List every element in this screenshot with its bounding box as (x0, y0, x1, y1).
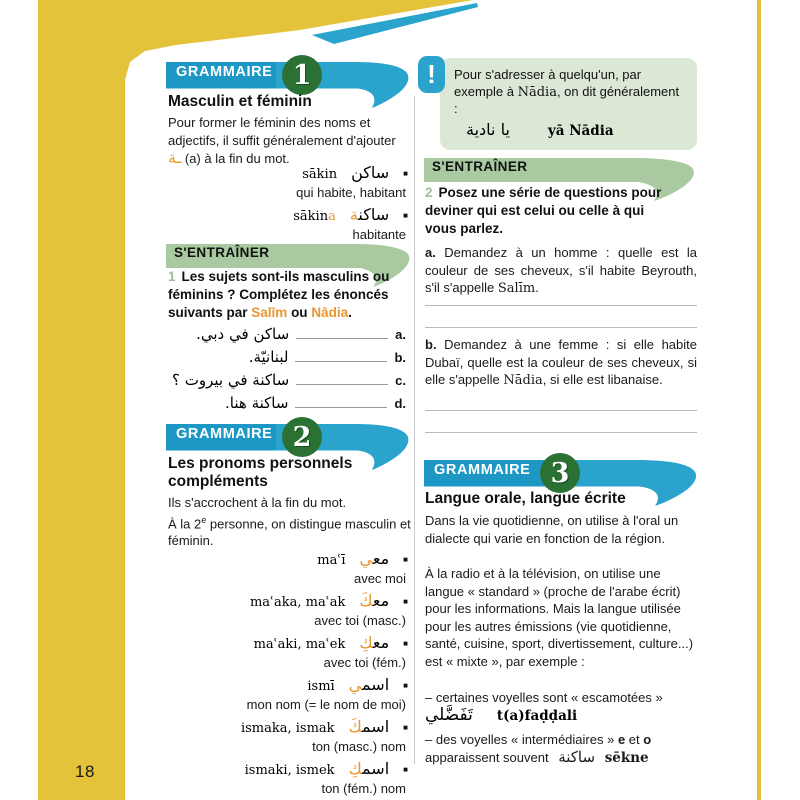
arabic-word: اسم‍‍كَ (348, 717, 390, 736)
exclamation-icon: ! (418, 56, 445, 93)
translation: mon nom (= le nom de moi) (246, 697, 406, 712)
square-bullet-icon: ■ (403, 639, 408, 648)
section-title: Les pronoms personnels compléments (168, 455, 353, 490)
pronoun-row (170, 592, 408, 629)
example-sakin (170, 164, 408, 201)
callout-text: Pour s'adresser à quelqu'un, par exemple à Nādia, on dit généralement : (454, 67, 680, 116)
transliteration: yā Nādia (547, 123, 614, 139)
answer-blank[interactable] (296, 373, 388, 385)
transliteration: sākin (302, 167, 338, 182)
exercise-number: 2 (425, 185, 433, 200)
exercise-2-instructions: 2 Posez une série de questions pour deviner qui est celui ou celle à qui vous parlez. (425, 185, 662, 236)
grammaire-label: GRAMMAIRE (434, 462, 531, 478)
address-someone-callout (440, 58, 697, 150)
name-nadia: Nādia (311, 305, 349, 320)
grammaire-label: GRAMMAIRE (176, 64, 273, 80)
section-title: Langue orale, langue écrite (425, 490, 626, 507)
arabic-word: ساكن‍‍ة (349, 205, 390, 224)
square-bullet-icon: ■ (403, 723, 408, 732)
escamotees-line: – certaines voyelles sont « escamotées » (425, 690, 663, 705)
intermediaires-line: – des voyelles « intermédiaires » e et o apparaissent souvent ساكنة sēkne (425, 732, 652, 766)
answer-blank[interactable] (295, 396, 387, 408)
square-bullet-icon: ■ (403, 681, 408, 690)
translation: ton (masc.) nom (312, 739, 406, 754)
example-sakina (170, 206, 408, 243)
transliteration: ismaki, ismek (244, 763, 335, 778)
section-title: Masculin et féminin (168, 93, 312, 110)
answer-blank[interactable] (295, 350, 387, 362)
grammaire-1-paragraph: Pour former le féminin des noms et adjectifs, il suffit généralement d'ajouter ـة (a) à la fin du mot. (168, 115, 396, 167)
arabic-taa-marbuta: ـة (168, 148, 182, 167)
item-d: d. ساكنة هنا. (225, 394, 406, 412)
arabic-word: مع‍‍كَ (359, 591, 390, 610)
entrainer-label: S'ENTRAÎNER (174, 245, 270, 260)
callout-example (466, 120, 614, 139)
exercise-1-instructions: 1 Les sujets sont-ils masculins ou féminins ? Complétez les énoncés suivants par Salīm ou Nādia. (168, 269, 390, 320)
name-nadia: Nādia (517, 84, 557, 100)
answer-line[interactable] (425, 410, 697, 411)
transliteration: maʿī (317, 553, 346, 568)
pronoun-row (170, 718, 408, 755)
arabic-sentence: ساكن في دبي. (196, 325, 290, 343)
grammaire-3-paragraph-2: À la radio et à la télévision, on utilise une langue « standard » (proche de l'arabe écrit) pour les informations. Mais la langue utilisée pour les autres émissions (vie quotidienne, santé, cuisine, sport, divertissement, culture...) est « mixte », par exemple : (425, 566, 694, 669)
pronoun-row (170, 550, 408, 587)
translation: avec toi (masc.) (314, 613, 406, 628)
entrainer-label: S'ENTRAÎNER (432, 159, 528, 174)
exercise-2a-text: a. Demandez à un homme : quelle est la couleur de ses cheveux, s'il habite Beyrouth, s'il s'appelle Salīm. (425, 245, 697, 296)
section-number-badge: 1 (282, 55, 322, 95)
answer-line[interactable] (425, 432, 697, 433)
arabic-word: مع‍‍كِ (359, 633, 390, 652)
arabic-sentence: لبنانيّة. (248, 348, 289, 366)
name-salim: Salīm (251, 305, 288, 320)
exercise-number: 1 (168, 269, 176, 284)
answer-line[interactable] (425, 327, 697, 328)
square-bullet-icon: ■ (403, 597, 408, 606)
pronoun-row (170, 676, 408, 713)
square-bullet-icon: ■ (403, 555, 408, 564)
name-nadia: Nādia (503, 373, 543, 388)
transliteration: ismī (307, 679, 335, 694)
square-bullet-icon: ■ (403, 169, 408, 178)
translation: ton (fém.) nom (321, 781, 406, 796)
square-bullet-icon: ■ (403, 765, 408, 774)
transliteration: sākina (293, 209, 336, 224)
column-divider (414, 96, 415, 764)
arabic-sentence: ساكنة هنا. (225, 394, 289, 412)
transliteration: maʿaka, maʿak (249, 595, 346, 610)
pronoun-examples (170, 550, 408, 800)
exercise-2b-text: b. Demandez à une femme : si elle habite Dubaï, quelle est la couleur de ses cheveux, si elle s'appelle Nādia, si elle est libanaise. (425, 337, 697, 388)
arabic-word: مع‍‍ي (359, 549, 390, 568)
transliteration: t(a)faḍḍali (496, 708, 578, 724)
translation: qui habite, habitant (296, 185, 406, 200)
transliteration: sēkne (604, 749, 649, 766)
arabic-ya-nadia: يا نادية (466, 120, 510, 139)
grammaire-3-paragraph-1: Dans la vie quotidienne, on utilise à l'oral un dialecte qui varie en fonction de la région. (425, 513, 679, 546)
yellow-page-edge (757, 0, 761, 800)
answer-line[interactable] (425, 305, 697, 306)
item-b: b. لبنانيّة. (248, 348, 406, 366)
pronoun-row (170, 760, 408, 797)
arabic-word: اسم‍‍ي (348, 675, 390, 694)
transliteration: ismaka, ismak (240, 721, 335, 736)
translation: avec toi (fém.) (323, 655, 406, 670)
arabic-word: ساكن (351, 163, 390, 182)
translation: avec moi (353, 571, 406, 586)
section-number-badge: 3 (540, 453, 580, 493)
name-salim: Salīm (497, 281, 536, 296)
translation: habitante (352, 227, 406, 242)
arabic-sentence: ساكنة في بيروت ؟ (172, 371, 290, 389)
vowel-example-1 (425, 705, 577, 725)
item-a: a. ساكن في دبي. (196, 325, 406, 343)
square-bullet-icon: ■ (403, 211, 408, 220)
arabic-word: اسم‍‍كِ (348, 759, 390, 778)
transliteration: maʿaki, maʿek (253, 637, 346, 652)
arabic-tfaddali: تَفَضَّلي (425, 705, 473, 725)
grammaire-label: GRAMMAIRE (176, 426, 273, 442)
gender-examples (170, 164, 408, 248)
pronoun-row (170, 634, 408, 671)
section-number-badge: 2 (282, 417, 322, 457)
answer-blank[interactable] (296, 327, 388, 339)
exercise-1-items (168, 325, 406, 413)
arabic-sekne: ساكنة (558, 747, 596, 766)
item-c: c. ساكنة في بيروت ؟ (172, 371, 406, 389)
grammaire-2-paragraph: Ils s'accrochent à la fin du mot. À la 2e personne, on distingue masculin et féminin. (168, 495, 411, 549)
page-number: 18 (75, 762, 95, 781)
